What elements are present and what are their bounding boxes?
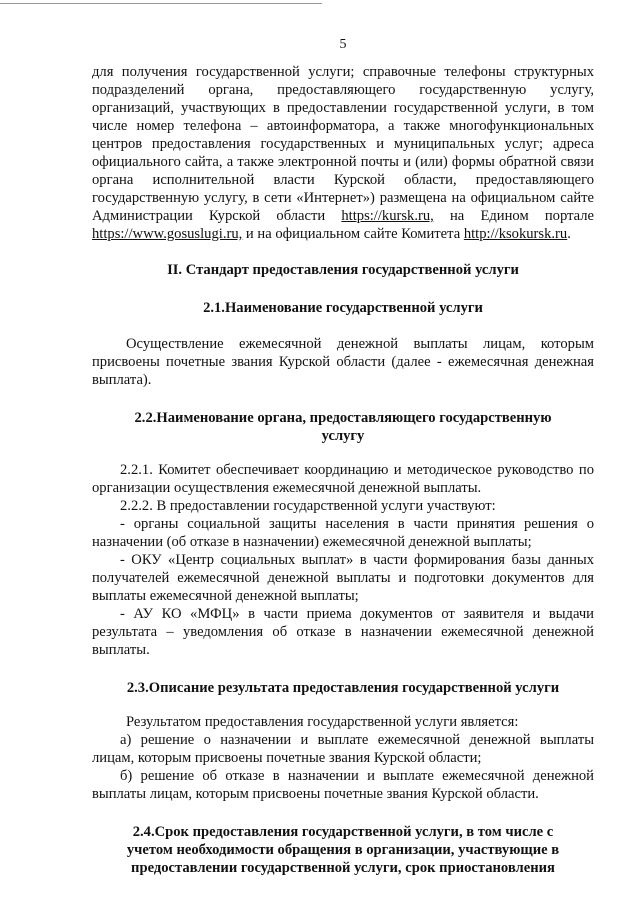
section-2-2-p5: - АУ КО «МФЦ» в части приема документов от заявителя и выдачи результата – уведомления об отказе в назначении ежемесячной денежной выплаты. (92, 606, 594, 658)
section-2-2-p4: - ОКУ «Центр социальных выплат» в части формирования базы данных получателей ежемесячной денежной выплаты и подготовки документов для выплаты ежемесячной денежной выплаты; (92, 552, 594, 604)
section-2-2-title-line-2: услугу (321, 428, 365, 444)
page-number: 5 (339, 37, 347, 52)
section-2-3-title: 2.3.Описание результата предоставления государственной услуги (126, 680, 560, 696)
section-2-1-text: Осуществление ежемесячной денежной выплаты лицам, которым присвоены почетные звания Курской области (далее - ежемесячная денежная выплата). (92, 336, 594, 388)
gosuslugi-link[interactable]: https://www.gosuslugi.ru, (92, 226, 243, 242)
section-2-4-title-line-2: учетом необходимости обращения в организации, участвующие в (126, 842, 560, 858)
section-2-2-p3: - органы социальной защиты населения в части принятия решения о назначении (об отказе в назначении) ежемесячной денежной выплаты; (92, 516, 594, 550)
section-2-4-title-line-3: предоставлении государственной услуги, срок приостановления (131, 860, 555, 876)
intro-text-2: на Едином портале (433, 208, 594, 224)
ksokursk-link[interactable]: http://ksokursk.ru (463, 226, 568, 242)
section-2-1-title: 2.1.Наименование государственной услуги (203, 300, 483, 316)
section-2-3-p3: б) решение об отказе в назначении и выплате ежемесячной денежной выплаты лицам, которым присвоены почетные звания Курской области. (92, 768, 594, 802)
section-2-2-p2: 2.2.2. В предоставлении государственной услуги участвуют: (120, 498, 496, 514)
intro-paragraph (92, 63, 594, 243)
section-2-2-title-line-1: 2.2.Наименование органа, предоставляющего государственную (134, 410, 552, 426)
section-2-title: II. Стандарт предоставления государственной услуги (167, 262, 519, 278)
section-2-3-p1: Результатом предоставления государственной услуги является: (126, 714, 519, 730)
intro-text-4: . (567, 226, 571, 242)
intro-text-3: и на официальном сайте Комитета (242, 226, 464, 242)
section-2-2-p1: 2.2.1. Комитет обеспечивает координацию и методическое руководство по организации осуществления ежемесячной денежной выплаты. (92, 462, 594, 496)
section-2-3-p2: а) решение о назначении и выплате ежемесячной денежной выплаты лицам, которым присвоены почетные звания Курской области; (92, 732, 594, 766)
top-rule (0, 3, 322, 4)
kursk-link[interactable]: https://kursk.ru, (341, 208, 434, 224)
intro-text-1: для получения государственной услуги; справочные телефоны структурных подразделений органа, предоставляющего государственную услугу, организаций, участвующих в предоставлении государственной услуги, в том числе номер телефона – автоинформатора, а также многофункциональных центров предоставления государственных и муниципальных услуг; адреса официального сайта, а также электронной почты и (или) формы обратной связи органа исполнительной власти Курской области, предоставляющего государственную услугу, в сети «Интернет») размещена на официальном сайте Администрации Курской области (92, 64, 594, 224)
document-page (92, 36, 594, 877)
section-2-4-title-line-1: 2.4.Срок предоставления государственной услуги, в том числе с (132, 824, 554, 840)
